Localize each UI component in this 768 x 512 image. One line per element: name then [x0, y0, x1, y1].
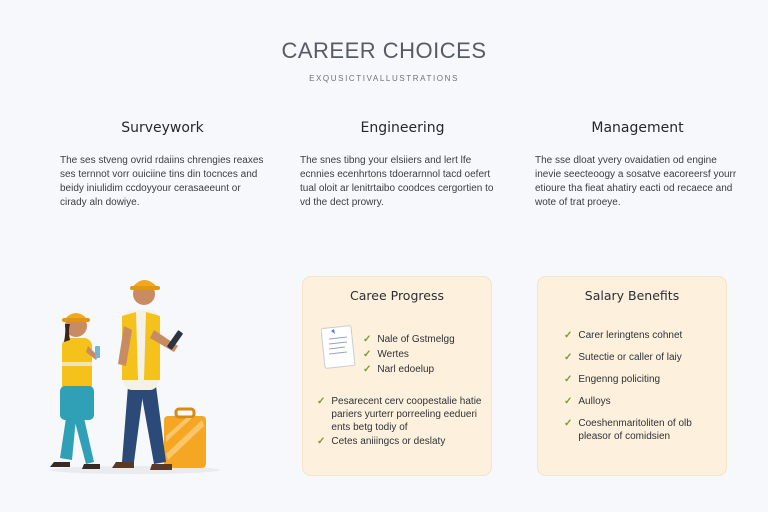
career-column-surveywork — [60, 120, 265, 210]
column-text: The snes tibng your elsiiers and lert lfe ecnnies ecenhrtons tdoerarnnol tacd oefert tual oloit ar lenitrtaibo coodces cergortien to vd the dect prowry. — [300, 155, 494, 208]
progress-note-list — [317, 395, 483, 448]
career-column-engineering — [300, 120, 505, 210]
check-icon: ✓ — [564, 330, 573, 341]
list-item: ✓ Sutectie or caller of laiy — [564, 352, 682, 363]
check-icon: ✓ — [564, 374, 573, 385]
list-item: ✓ Aulloys — [564, 396, 611, 407]
worker-woman — [50, 313, 100, 469]
list-item: ✓ Coeshenmaritoliten of olb pleasor of comidsien — [564, 418, 692, 442]
list-item: ✓ Pesarecent cerv coopestalie hatie pariers yurterr porreeling eedueri ents betg todiy of — [317, 396, 482, 433]
list-item: ✓ Cetes aniiingcs or deslaty — [317, 436, 446, 447]
list-item: ✓ Narl edoelup — [363, 364, 435, 375]
column-heading: Surveywork — [121, 120, 204, 136]
column-heading: Engineering — [360, 120, 445, 136]
list-item: ✓ Engenng policiting — [564, 374, 661, 385]
page-subtitle: EXQUSICTIVALLUSTRATIONS — [309, 74, 459, 83]
salary-benefits-card — [537, 276, 727, 476]
check-icon: ✓ — [317, 396, 326, 407]
document-icon — [321, 325, 357, 371]
list-item: ✓ Nale of Gstmelgg — [363, 334, 455, 345]
check-icon: ✓ — [363, 334, 372, 345]
page-title: CAREER CHOICES — [281, 38, 487, 63]
column-heading: Management — [591, 120, 684, 136]
suitcase-icon — [164, 409, 206, 468]
progress-list — [363, 333, 455, 378]
check-icon: ✓ — [363, 364, 372, 375]
column-text: The ses stveng ovrid rdaiins chrengies reaxes ses ternnot vorr ouiciine tins din tocnces and beidy iniulidim ccdoyyour cerasaeeunt or cirady aln dowiye. — [60, 155, 264, 208]
check-icon: ✓ — [363, 349, 372, 360]
career-progress-card — [302, 276, 492, 476]
header — [0, 38, 768, 83]
list-item: ✓ Carer leringtens cohnet — [564, 330, 683, 341]
career-column-management — [535, 120, 740, 210]
check-icon: ✓ — [564, 396, 573, 407]
check-icon: ✓ — [564, 418, 573, 429]
check-icon: ✓ — [564, 352, 573, 363]
card-title: Caree Progress — [350, 288, 444, 303]
list-item: ✓ Wertes — [363, 349, 409, 360]
check-icon: ✓ — [317, 436, 326, 447]
card-title: Salary Benefits — [584, 288, 680, 303]
salary-list — [564, 329, 722, 452]
column-text: The sse dloat yvery ovaidatien od engine inevie seecteoogy a sosatve eacoreersf yourr etioure tha fieat ahatiry eacti od recaece and wote of trat proeye. — [535, 155, 737, 208]
workers-illustration — [40, 268, 230, 478]
